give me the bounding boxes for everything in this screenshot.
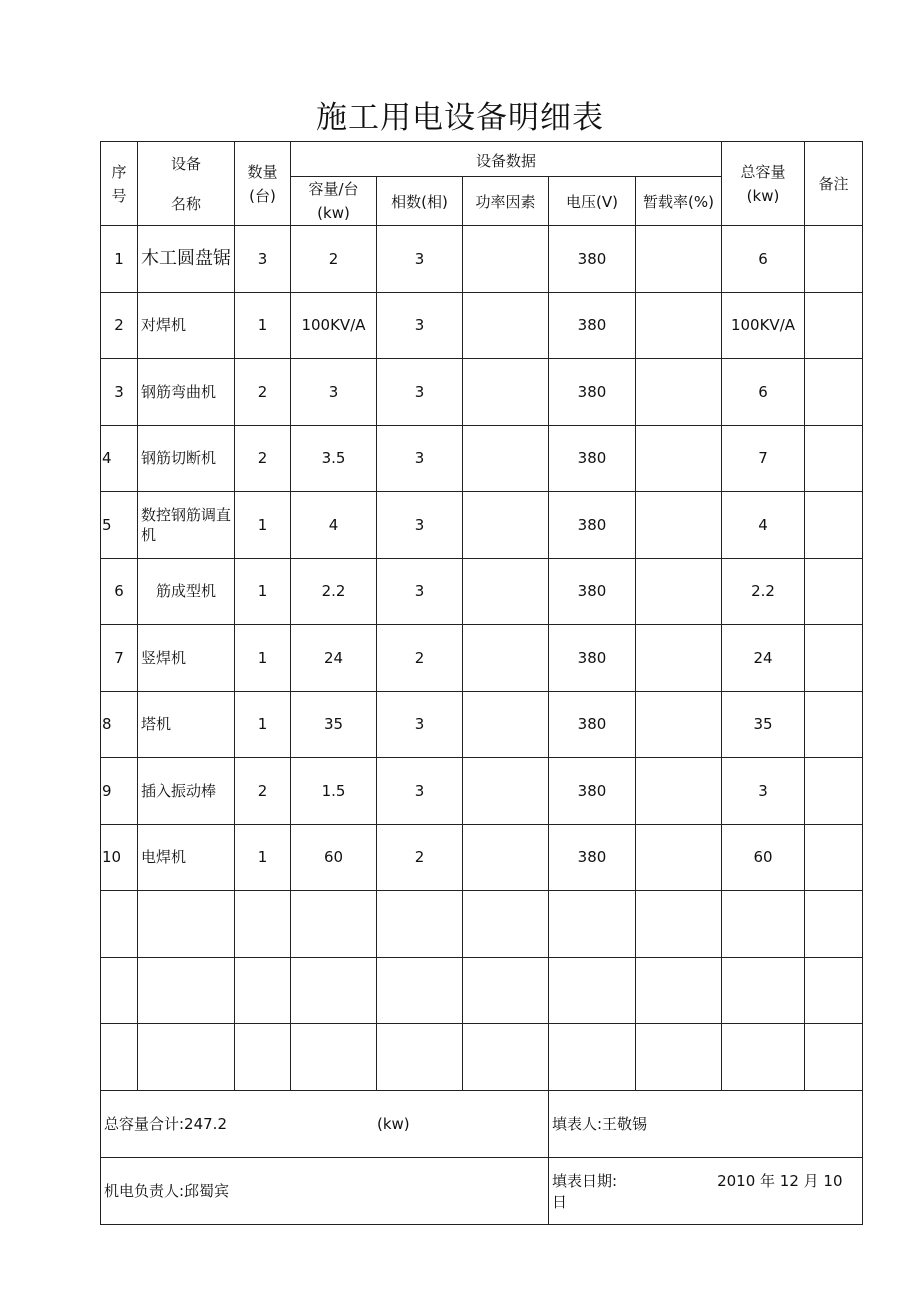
cell-voltage: 380 bbox=[549, 625, 636, 692]
table-row-blank bbox=[101, 957, 863, 1024]
header-capacity-line2: (kw) bbox=[317, 204, 350, 222]
cell-name: 数控钢筋调直机 bbox=[138, 492, 235, 559]
header-capacity bbox=[291, 177, 377, 226]
cell-voltage: 380 bbox=[549, 359, 636, 426]
cell-name: 木工圆盘锯 bbox=[138, 226, 235, 293]
blank-cell bbox=[549, 957, 636, 1024]
cell-total: 7 bbox=[722, 425, 805, 492]
header-voltage: 电压(V) bbox=[549, 177, 636, 226]
cell-phase: 3 bbox=[377, 292, 463, 359]
header-qty-line1: 数量 bbox=[247, 162, 278, 181]
cell-phase: 3 bbox=[377, 359, 463, 426]
cell-remark bbox=[805, 292, 863, 359]
blank-cell bbox=[549, 891, 636, 958]
cell-name: 筋成型机 bbox=[138, 558, 235, 625]
header-seq-line1: 序 bbox=[111, 162, 127, 181]
blank-cell bbox=[235, 957, 291, 1024]
table-row bbox=[101, 492, 863, 559]
footer-manager-cell bbox=[101, 1157, 549, 1224]
table-row bbox=[101, 691, 863, 758]
cell-voltage: 380 bbox=[549, 492, 636, 559]
cell-name: 竖焊机 bbox=[138, 625, 235, 692]
cell-total: 3 bbox=[722, 758, 805, 825]
cell-voltage: 380 bbox=[549, 824, 636, 891]
header-remark: 备注 bbox=[805, 142, 863, 226]
header-name bbox=[138, 142, 235, 226]
cell-qty: 1 bbox=[235, 824, 291, 891]
cell-voltage: 380 bbox=[549, 558, 636, 625]
cell-phase: 3 bbox=[377, 691, 463, 758]
table-row bbox=[101, 425, 863, 492]
table-row bbox=[101, 226, 863, 293]
cell-name: 电焊机 bbox=[138, 824, 235, 891]
header-duty: 暂载率(%) bbox=[636, 177, 722, 226]
cell-capacity: 100KV/A bbox=[291, 292, 377, 359]
cell-power-factor bbox=[463, 425, 549, 492]
blank-cell bbox=[138, 891, 235, 958]
cell-capacity: 1.5 bbox=[291, 758, 377, 825]
cell-power-factor bbox=[463, 824, 549, 891]
blank-cell bbox=[636, 891, 722, 958]
blank-cell bbox=[235, 891, 291, 958]
cell-voltage: 380 bbox=[549, 226, 636, 293]
cell-seq: 9 bbox=[101, 758, 138, 825]
cell-capacity: 2 bbox=[291, 226, 377, 293]
cell-voltage: 380 bbox=[549, 691, 636, 758]
cell-phase: 3 bbox=[377, 226, 463, 293]
cell-duty bbox=[636, 492, 722, 559]
cell-power-factor bbox=[463, 359, 549, 426]
blank-cell bbox=[377, 1024, 463, 1091]
cell-capacity: 35 bbox=[291, 691, 377, 758]
cell-qty: 2 bbox=[235, 359, 291, 426]
cell-power-factor bbox=[463, 758, 549, 825]
header-seq-line2: 号 bbox=[111, 186, 127, 205]
footer-date-label: 填表日期: bbox=[552, 1171, 618, 1190]
cell-capacity: 24 bbox=[291, 625, 377, 692]
blank-cell bbox=[722, 891, 805, 958]
blank-cell bbox=[101, 891, 138, 958]
cell-qty: 1 bbox=[235, 691, 291, 758]
header-qty bbox=[235, 142, 291, 226]
header-capacity-line1: 容量/台 bbox=[308, 180, 359, 198]
blank-cell bbox=[805, 957, 863, 1024]
cell-remark bbox=[805, 492, 863, 559]
cell-name: 钢筋弯曲机 bbox=[138, 359, 235, 426]
blank-cell bbox=[463, 957, 549, 1024]
cell-power-factor bbox=[463, 292, 549, 359]
cell-total: 6 bbox=[722, 226, 805, 293]
cell-capacity: 4 bbox=[291, 492, 377, 559]
blank-cell bbox=[235, 1024, 291, 1091]
cell-seq: 10 bbox=[101, 824, 138, 891]
cell-seq: 8 bbox=[101, 691, 138, 758]
cell-duty bbox=[636, 226, 722, 293]
cell-total: 2.2 bbox=[722, 558, 805, 625]
header-name-line1: 设备 bbox=[170, 154, 201, 173]
blank-cell bbox=[805, 1024, 863, 1091]
blank-cell bbox=[291, 957, 377, 1024]
cell-seq: 2 bbox=[101, 292, 138, 359]
cell-duty bbox=[636, 691, 722, 758]
cell-phase: 2 bbox=[377, 824, 463, 891]
blank-cell bbox=[101, 957, 138, 1024]
cell-qty: 2 bbox=[235, 758, 291, 825]
cell-total: 24 bbox=[722, 625, 805, 692]
blank-cell bbox=[549, 1024, 636, 1091]
cell-total: 6 bbox=[722, 359, 805, 426]
cell-duty bbox=[636, 292, 722, 359]
footer-date-value: 2010 年 12 月 10 日 bbox=[552, 1171, 843, 1211]
cell-phase: 2 bbox=[377, 625, 463, 692]
cell-phase: 3 bbox=[377, 758, 463, 825]
header-name-line2: 名称 bbox=[170, 194, 201, 213]
cell-seq: 7 bbox=[101, 625, 138, 692]
table-row-blank bbox=[101, 891, 863, 958]
cell-total: 35 bbox=[722, 691, 805, 758]
blank-cell bbox=[463, 891, 549, 958]
blank-cell bbox=[463, 1024, 549, 1091]
cell-duty bbox=[636, 824, 722, 891]
header-total bbox=[722, 142, 805, 226]
cell-duty bbox=[636, 359, 722, 426]
header-seq bbox=[101, 142, 138, 226]
cell-phase: 3 bbox=[377, 558, 463, 625]
table-row-blank bbox=[101, 1024, 863, 1091]
cell-capacity: 3 bbox=[291, 359, 377, 426]
cell-qty: 2 bbox=[235, 425, 291, 492]
cell-qty: 1 bbox=[235, 625, 291, 692]
cell-name: 对焊机 bbox=[138, 292, 235, 359]
cell-duty bbox=[636, 425, 722, 492]
cell-name: 钢筋切断机 bbox=[138, 425, 235, 492]
cell-seq: 6 bbox=[101, 558, 138, 625]
blank-cell bbox=[138, 1024, 235, 1091]
table-row bbox=[101, 359, 863, 426]
cell-power-factor bbox=[463, 625, 549, 692]
cell-remark bbox=[805, 625, 863, 692]
cell-total: 4 bbox=[722, 492, 805, 559]
cell-qty: 1 bbox=[235, 292, 291, 359]
cell-remark bbox=[805, 359, 863, 426]
cell-power-factor bbox=[463, 691, 549, 758]
cell-power-factor bbox=[463, 492, 549, 559]
blank-cell bbox=[291, 891, 377, 958]
cell-seq: 3 bbox=[101, 359, 138, 426]
table-row bbox=[101, 758, 863, 825]
table-row bbox=[101, 558, 863, 625]
cell-name: 插入振动棒 bbox=[138, 758, 235, 825]
cell-capacity: 2.2 bbox=[291, 558, 377, 625]
cell-phase: 3 bbox=[377, 492, 463, 559]
blank-cell bbox=[805, 891, 863, 958]
blank-cell bbox=[636, 1024, 722, 1091]
blank-cell bbox=[138, 957, 235, 1024]
blank-cell bbox=[291, 1024, 377, 1091]
header-power-factor: 功率因素 bbox=[463, 177, 549, 226]
cell-seq: 5 bbox=[101, 492, 138, 559]
header-qty-line2: (台) bbox=[249, 186, 276, 205]
cell-remark bbox=[805, 691, 863, 758]
table-row bbox=[101, 824, 863, 891]
blank-cell bbox=[722, 1024, 805, 1091]
cell-qty: 3 bbox=[235, 226, 291, 293]
footer-total-unit: (kw) bbox=[377, 1115, 410, 1133]
cell-duty bbox=[636, 558, 722, 625]
header-total-line1: 总容量 bbox=[740, 162, 786, 181]
cell-remark bbox=[805, 558, 863, 625]
cell-duty bbox=[636, 758, 722, 825]
header-total-line2: (kw) bbox=[746, 186, 780, 205]
table-row bbox=[101, 292, 863, 359]
cell-seq: 1 bbox=[101, 226, 138, 293]
cell-total: 60 bbox=[722, 824, 805, 891]
cell-voltage: 380 bbox=[549, 425, 636, 492]
cell-total: 100KV/A bbox=[722, 292, 805, 359]
cell-qty: 1 bbox=[235, 492, 291, 559]
blank-rows bbox=[101, 891, 863, 1091]
blank-cell bbox=[636, 957, 722, 1024]
blank-cell bbox=[377, 891, 463, 958]
cell-voltage: 380 bbox=[549, 758, 636, 825]
blank-cell bbox=[101, 1024, 138, 1091]
cell-voltage: 380 bbox=[549, 292, 636, 359]
footer-total-label: 总容量合计:247.2 bbox=[104, 1115, 227, 1133]
blank-cell bbox=[377, 957, 463, 1024]
table-body bbox=[101, 226, 863, 891]
equipment-table bbox=[100, 141, 863, 1225]
header-equip-data: 设备数据 bbox=[291, 142, 722, 177]
cell-phase: 3 bbox=[377, 425, 463, 492]
cell-power-factor bbox=[463, 558, 549, 625]
cell-remark bbox=[805, 758, 863, 825]
footer-date-cell bbox=[549, 1157, 863, 1224]
header-phase: 相数(相) bbox=[377, 177, 463, 226]
footer-filler-cell bbox=[549, 1090, 863, 1157]
cell-remark bbox=[805, 226, 863, 293]
cell-remark bbox=[805, 425, 863, 492]
cell-capacity: 3.5 bbox=[291, 425, 377, 492]
footer-manager: 机电负责人:邱蜀宾 bbox=[104, 1182, 230, 1200]
cell-power-factor bbox=[463, 226, 549, 293]
cell-seq: 4 bbox=[101, 425, 138, 492]
cell-capacity: 60 bbox=[291, 824, 377, 891]
footer-filler: 填表人:王敬锡 bbox=[552, 1115, 648, 1133]
cell-duty bbox=[636, 625, 722, 692]
cell-qty: 1 bbox=[235, 558, 291, 625]
table-row bbox=[101, 625, 863, 692]
blank-cell bbox=[722, 957, 805, 1024]
table-footer bbox=[101, 1090, 863, 1224]
cell-name: 塔机 bbox=[138, 691, 235, 758]
page-title: 施工用电设备明细表 bbox=[316, 100, 604, 136]
footer-total-cell bbox=[101, 1090, 549, 1157]
cell-remark bbox=[805, 824, 863, 891]
